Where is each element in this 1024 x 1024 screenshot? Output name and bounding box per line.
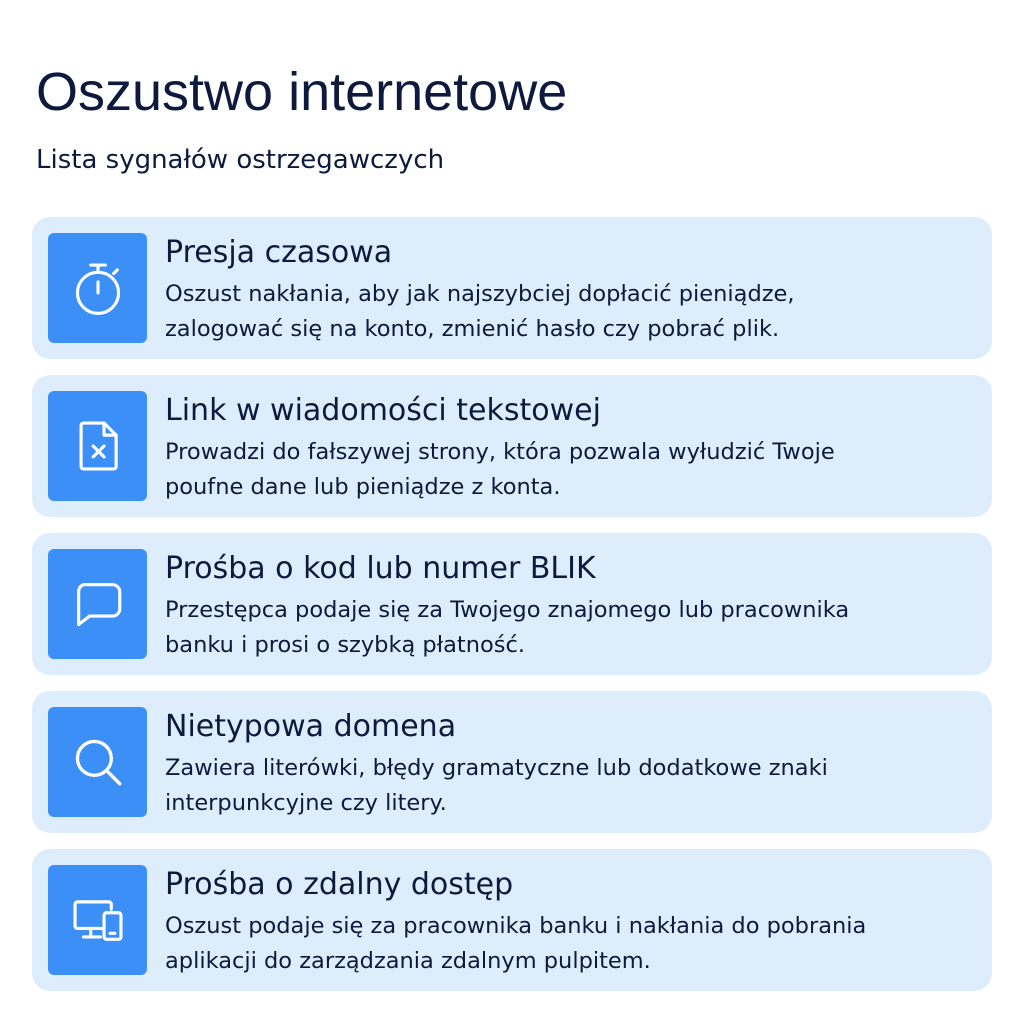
- card-title: Nietypowa domena: [165, 709, 457, 744]
- warning-card-blik-request: [32, 533, 992, 675]
- stopwatch-icon: [48, 233, 147, 343]
- search-icon: [48, 707, 147, 817]
- warning-card-remote-access: [32, 849, 992, 991]
- card-description: Oszust podaje się za pracownika banku i nakłania do pobrania aplikacji do zarządzania zdalnym pulpitem.: [165, 913, 867, 974]
- chat-bubble-icon: [48, 549, 147, 659]
- card-description: Przestępca podaje się za Twojego znajomego lub pracownika banku i prosi o szybką płatność.: [165, 597, 850, 658]
- file-x-icon: [48, 391, 147, 501]
- warning-card-sms-link: [32, 375, 992, 517]
- card-description: Oszust nakłania, aby jak najszybciej dopłacić pieniądze, zalogować się na konto, zmienić hasło czy pobrać plik.: [165, 281, 795, 342]
- page-title: Oszustwo internetowe: [36, 62, 568, 122]
- warning-card-time-pressure: [32, 217, 992, 359]
- card-title: Link w wiadomości tekstowej: [165, 393, 601, 428]
- card-description: Zawiera literówki, błędy gramatyczne lub dodatkowe znaki interpunkcyjne czy litery.: [165, 755, 828, 816]
- card-title: Prośba o zdalny dostęp: [165, 867, 514, 902]
- warning-signs-list: [32, 217, 992, 1007]
- monitor-phone-icon: [48, 865, 147, 975]
- card-title: Prośba o kod lub numer BLIK: [165, 551, 596, 586]
- page-subtitle: Lista sygnałów ostrzegawczych: [36, 145, 445, 175]
- card-description: Prowadzi do fałszywej strony, która pozwala wyłudzić Twoje poufne dane lub pieniądze z konta.: [165, 439, 835, 500]
- card-title: Presja czasowa: [165, 235, 393, 270]
- warning-card-unusual-domain: [32, 691, 992, 833]
